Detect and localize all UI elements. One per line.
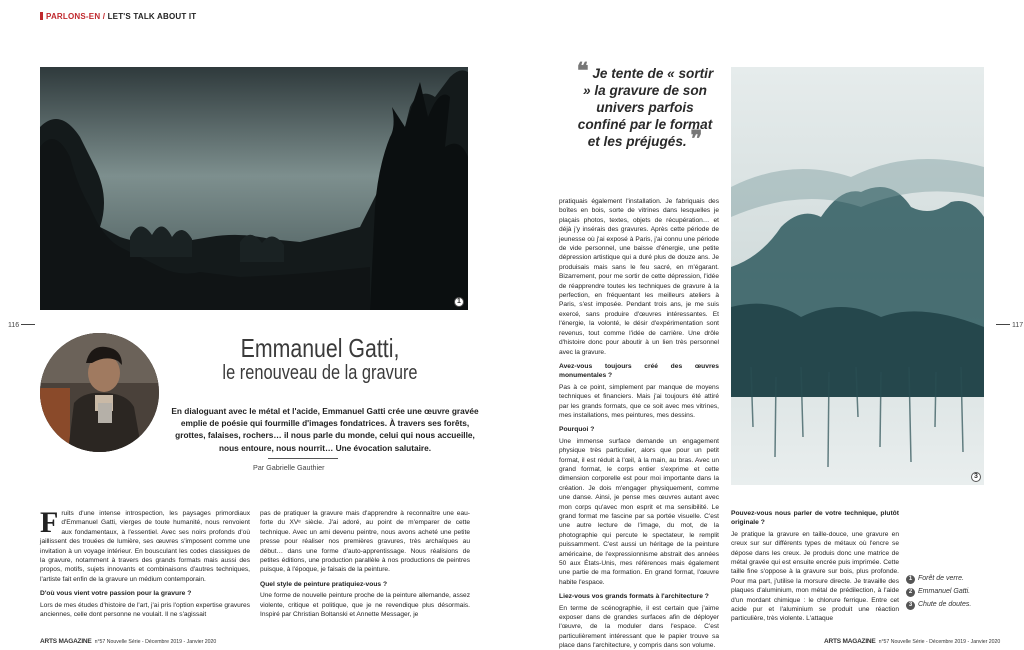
caption-item	[906, 598, 971, 611]
photo-number-badge: 1	[454, 297, 464, 307]
page-number-right-value: 117	[1012, 322, 1024, 329]
pull-quote	[575, 58, 715, 151]
forest-illustration	[40, 67, 468, 310]
page-number-right	[994, 322, 1023, 329]
artwork-illustration	[731, 67, 984, 485]
forest-photo	[40, 67, 468, 310]
issue-info: n°57 Nouvelle Série - Décembre 2019 - Janvier 2020	[878, 639, 1001, 645]
artwork-photo	[731, 67, 984, 485]
caption-text: Forêt de verre.	[918, 575, 964, 582]
close-quote-icon: ❞	[690, 126, 703, 151]
paragraph: Une immense surface demande un engagement physique très particulier, alors que pour un petit format, il est réduit à l'œil, à la main, au bras. Avec un grand format, le corps entier s'exprime et cette dimension corporelle est pour moi importante dans la création. Je dois m'engager physiquement, comme une danse. Ainsi, je pense mes œuvres autant avec mon corps qu'avec mon esprit et ma sensibilité. Le grand format me fascine par sa portée visuelle. C'est une autre lecture de l'image, du mot, de la photographie qui percute le spectateur, le remplit puissamment. C'est aussi un héritage de la peinture américaine, de l'expressionnisme abstrait des années 50 aux États-Unis, mes références mais également une partie de ma formation. En grand format, l'œuvre habite l'espace.	[559, 437, 719, 586]
caption-number: 2	[906, 588, 915, 597]
caption-text: Emmanuel Gatti.	[918, 588, 971, 595]
section-tag	[40, 12, 196, 21]
paragraph: Pas à ce point, simplement par manque de moyens techniques et financiers. Mais j'ai toujours été attiré par les grands formats, que ce soit avec mes vitrines, mes installations, mes peintures, mes dessins.	[559, 383, 719, 419]
photo-number-badge: 2	[48, 437, 58, 447]
section-tag-secondary: LET'S TALK ABOUT IT	[107, 12, 197, 21]
article-subtitle: le renouveau de la gravure	[222, 362, 418, 384]
page-number-left-value: 116	[8, 322, 20, 329]
paragraph: pratiquais également l'installation. Je fabriquais des boîtes en bois, sorte de vitrines dans lesquelles je plaçais photos, textes, objets de récupération… et déjà j'y insérais des gravures. Après cette période de jeunesse où j'ai exposé à Paris, j'ai connu une période de vide personnel, une baisse d'énergie, une petite dépression artistique qui a duré plus de douze ans. Je produisais mais sans le feu sacré, en m'égarant. Bizarrement, pour me sortir de cette dépression, l'idée de réapprendre toutes les techniques de gravure à la perfection, en fréquentant les meilleurs ateliers à Paris, s'est imposée. Pendant trois ans, je me suis exercé, sans produire d'œuvres intéressantes. Et l'énergie, la volonté, le désir d'expérimentation sont revenus, tout comme l'idée de carrière. Une drôle d'histoire donc pour aboutir à un lien très personnel avec la gravure.	[559, 198, 719, 356]
paragraph: Lors de mes études d'histoire de l'art, j'ai pris l'option expertise gravures anciennes, celle dont personne ne voulait. Il ne s'agissait	[40, 601, 250, 619]
footer-right	[824, 638, 1000, 645]
article-intro: En dialoguant avec le métal et l'acide, Emmanuel Gatti crée une œuvre gravée emplie de poésie qui fourmille d'images fondatrices. À travers ses forêts, grottes, falaises, rochers… il nous parle du monde, celui qui nous accueille, nous entoure, nous nourrit… Une évocation salutaire.	[171, 406, 479, 453]
text-column-4	[731, 509, 899, 627]
paragraph: pas de pratiquer la gravure mais d'apprendre à reconnaître une eau-forte du XVᵉ siècle. J'ai adoré, au point de m'emparer de cette technique. Avec un ami devenu peintre, nous avons acheté une petite presse pour réaliser nos premières gravures, très archaïques au début… dans une forme d'auto-apprentissage. Nous réalisions de petites éditions, une production parallèle à nos productions de peintres puisque, à l'époque, je faisais de la peinture.	[260, 510, 470, 574]
drop-cap: F	[40, 506, 59, 539]
article-byline: Par Gabrielle Gauthier	[253, 463, 325, 472]
interview-question: D'où vous vient votre passion pour la gravure ?	[40, 590, 192, 598]
section-marker	[40, 12, 43, 20]
paragraph	[40, 506, 250, 584]
section-tag-primary: PARLONS-EN /	[46, 12, 106, 21]
caption-text: Chute de doutes.	[918, 601, 972, 608]
page-number-left	[8, 322, 37, 329]
text-column-1	[40, 506, 250, 622]
issue-info: n°57 Nouvelle Série - Décembre 2019 - Janvier 2020	[94, 639, 217, 645]
paragraph: En terme de scénographie, il est certain que j'aime exposer dans de grandes surfaces afin de déployer l'œuvre, de la moduler dans l'espace. C'est particulièrement intéressant que le papier trouve sa place dans l'architecture, y compris dans son volume.	[559, 604, 719, 650]
artist-portrait	[40, 333, 159, 452]
magazine-logo: ARTS MAGAZINE	[40, 638, 92, 645]
footer-left	[40, 638, 216, 645]
photo-captions	[906, 572, 971, 611]
caption-item	[906, 585, 971, 598]
caption-number: 1	[906, 575, 915, 584]
page-number-rule	[996, 324, 1010, 325]
portrait-illustration	[40, 333, 159, 452]
byline-divider	[268, 458, 338, 459]
paragraph-text: ruits d'une intense introspection, les paysages primordiaux d'Emmanuel Gatti, vierges de toute humanité, nous renvoient aux fondamentaux, à l'essentiel. Avec ses noirs profonds d'où jaillissent des trouées de lumière, ses œuvres s'imposent comme une invitation à un voyage intérieur. En bousculant les codes classiques de la gravure, notamment à travers des grands formats mais aussi des propos, motifs, sujets innovants et combinaisons d'autres techniques, l'artiste fait enfin de la gravure un médium contemporain.	[40, 510, 250, 583]
pull-quote-text: Je tente de « sortir » la gravure de son univers parfois confiné par le format et les préjugés.	[577, 66, 714, 149]
page-number-rule	[21, 324, 35, 325]
interview-question: Pourquoi ?	[559, 426, 595, 434]
photo-number-badge: 3	[971, 472, 981, 482]
text-column-2	[260, 509, 470, 622]
paragraph: Une forme de nouvelle peinture proche de la peinture allemande, assez violente, critique et politique, que je ne revendique plus désormais. Inspiré par Christian Boltanski et Annette Messager, je	[260, 592, 470, 619]
open-quote-icon: ❝	[576, 58, 589, 83]
interview-question: Avez-vous toujours créé des œuvres monumentales ?	[559, 362, 719, 380]
interview-question: Liez-vous vos grands formats à l'architecture ?	[559, 593, 709, 601]
paragraph: Je pratique la gravure en taille-douce, une gravure en creux sur sur différents types de métaux où l'encre se dépose dans les creux. Je produis donc une matrice de métal gravée qui est ensuite encrée puis imprimée. Cette taille fine s'oppose à la gravure sur bois, plus profonde. Pour ma part, j'utilise la morsure directe. Je travaille des plaques d'aluminium, mon métal de prédilection, à l'aide d'un mordant chimique : le chlorure ferrique. Entre cet acide pur et l'aluminium se produit une réaction particulière, très violente. L'attaque	[731, 530, 899, 623]
interview-question: Quel style de peinture pratiquiez-vous ?	[260, 580, 388, 588]
magazine-logo: ARTS MAGAZINE	[824, 638, 876, 645]
caption-item	[906, 572, 971, 585]
interview-question: Pouvez-vous nous parler de votre technique, plutôt originale ?	[731, 510, 899, 527]
text-column-3	[559, 197, 719, 650]
article-title: Emmanuel Gatti,	[240, 333, 400, 363]
right-page	[512, 0, 1024, 650]
caption-number: 3	[906, 601, 915, 610]
